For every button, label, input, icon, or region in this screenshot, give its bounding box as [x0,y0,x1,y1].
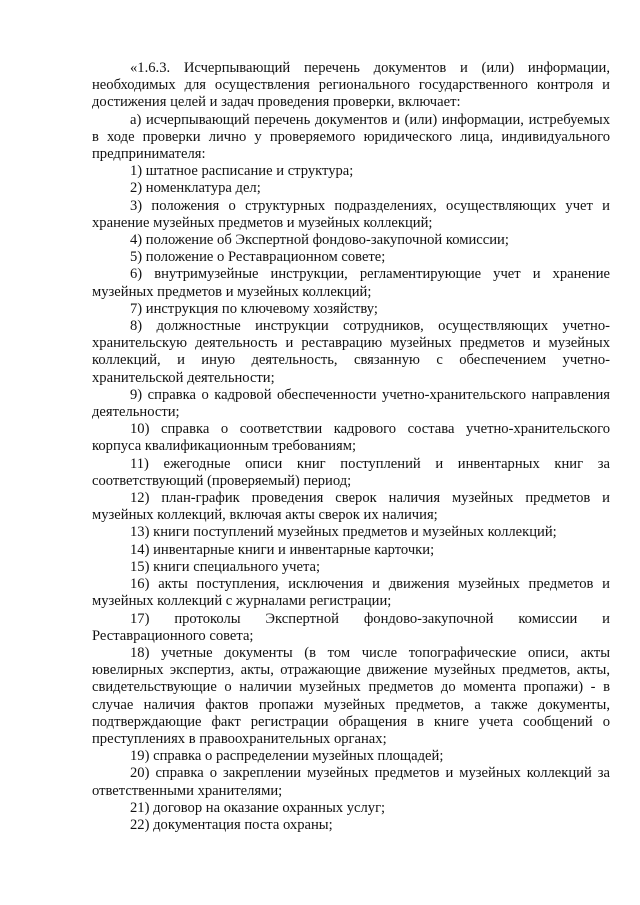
paragraph-intro: «1.6.3. Исчерпывающий перечень документов и (или) информации, необходимых для осуществления регионального государственного контроля и достижения целей и задач проведения проверки, включает: [92,60,610,111]
list-item-7: 7) инструкция по ключевому хозяйству; [130,300,378,317]
list-item-17: 17) протоколы Экспертной фондово-закупочной комиссии и Реставрационного совета; [92,610,610,644]
list-item-20: 20) справка о закреплении музейных предметов и музейных коллекций за ответственными хранителями; [92,765,610,799]
list-item-1: 1) штатное расписание и структура; [130,163,354,180]
list-item-13: 13) книги поступлений музейных предметов и музейных коллекций; [130,524,557,541]
list-item-2: 2) номенклатура дел; [130,180,261,197]
list-item-22: 22) документация поста охраны; [130,816,333,833]
list-item-8: 8) должностные инструкции сотрудников, осуществляющих учетно-хранительскую деятельность и реставрацию музейных предметов и музейных коллекций, и иную деятельность, связанную с обеспечением учетно-хранительской деятельности; [92,318,610,386]
list-item-6: 6) внутримузейные инструкции, регламентирующие учет и хранение музейных предметов и музейных коллекций; [92,266,610,300]
list-item-16: 16) акты поступления, исключения и движения музейных предметов и музейных коллекций с журналами регистрации; [92,576,610,610]
document-page [92,60,610,834]
list-item-21: 21) договор на оказание охранных услуг; [130,799,386,816]
list-item-5: 5) положение о Реставрационном совете; [130,249,386,266]
list-item-19: 19) справка о распределении музейных площадей; [130,748,444,765]
list-item-14: 14) инвентарные книги и инвентарные карточки; [130,541,435,558]
list-item-3: 3) положения о структурных подразделениях, осуществляющих учет и хранение музейных предметов и музейных коллекций; [92,197,610,231]
list-item-15: 15) книги специального учета; [130,558,321,575]
list-item-10: 10) справка о соответствии кадрового состава учетно-хранительского корпуса квалификационным требованиям; [92,421,610,455]
list-item-9: 9) справка о кадровой обеспеченности учетно-хранительского направления деятельности; [92,386,610,421]
list-item-18: 18) учетные документы (в том числе топографические описи, акты ювелирных экспертиз, акты, отражающие движение музейных предметов, акты, свидетельствующие о наличии музейных предметов до момента пропажи) - в случае наличия фактов пропажи музейных предметов, а также документы, подтверждающие факт регистрации обращения в книге учета сообщений о преступлениях в правоохранительных органах; [92,644,610,747]
paragraph-subsection-a: а) исчерпывающий перечень документов и (или) информации, истребуемых в ходе проверки лично у проверяемого юридического лица, индивидуального предпринимателя: [92,111,610,163]
list-item-4: 4) положение об Экспертной фондово-закупочной комиссии; [130,232,509,249]
list-item-12: 12) план-график проведения сверок наличия музейных предметов и музейных коллекций, включая акты сверок их наличия; [92,490,610,524]
list-item-11: 11) ежегодные описи книг поступлений и инвентарных книг за соответствующий (проверяемый) период; [92,455,610,489]
